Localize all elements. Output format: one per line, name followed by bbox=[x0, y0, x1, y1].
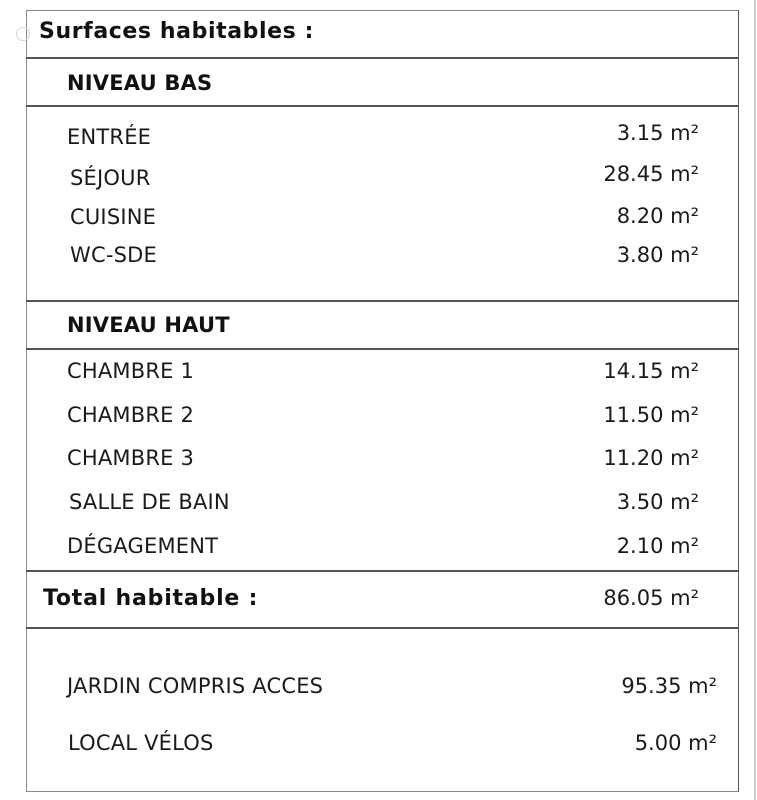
room-area: 3.80 m² bbox=[616, 243, 699, 267]
room-label: SALLE DE BAIN bbox=[69, 490, 230, 514]
section-niveau-haut: NIVEAU HAUT bbox=[67, 313, 230, 337]
extra-area: 95.35 m² bbox=[621, 674, 717, 698]
extra-label: LOCAL VÉLOS bbox=[68, 731, 214, 755]
room-area: 3.15 m² bbox=[616, 121, 699, 145]
room-label: CHAMBRE 2 bbox=[67, 403, 195, 427]
total-label: Total habitable : bbox=[43, 586, 259, 611]
room-label: SÉJOUR bbox=[70, 166, 151, 190]
extra-area: 5.00 m² bbox=[634, 731, 717, 755]
page-edge bbox=[754, 0, 756, 800]
section-niveau-bas: NIVEAU BAS bbox=[67, 71, 213, 95]
room-label: DÉGAGEMENT bbox=[67, 534, 219, 558]
total-value: 86.05 m² bbox=[603, 586, 699, 610]
room-area: 28.45 m² bbox=[603, 162, 699, 186]
room-label: ENTRÉE bbox=[67, 125, 152, 149]
room-label: WC-SDE bbox=[70, 243, 157, 267]
extra-label: JARDIN COMPRIS ACCES bbox=[67, 674, 324, 698]
divider bbox=[26, 627, 739, 629]
room-label: CHAMBRE 1 bbox=[67, 359, 195, 383]
room-area: 11.50 m² bbox=[603, 403, 699, 427]
room-area: 3.50 m² bbox=[616, 490, 699, 514]
divider bbox=[26, 348, 739, 350]
divider bbox=[26, 57, 739, 59]
room-label: CHAMBRE 3 bbox=[67, 446, 195, 470]
room-area: 2.10 m² bbox=[616, 534, 699, 558]
room-area: 14.15 m² bbox=[603, 359, 699, 383]
table-title: Surfaces habitables : bbox=[39, 19, 315, 44]
room-area: 8.20 m² bbox=[616, 204, 699, 228]
divider bbox=[26, 300, 739, 302]
watermark-icon bbox=[16, 27, 30, 41]
room-area: 11.20 m² bbox=[603, 446, 699, 470]
divider bbox=[26, 105, 739, 107]
divider bbox=[26, 570, 739, 572]
room-label: CUISINE bbox=[70, 205, 157, 229]
